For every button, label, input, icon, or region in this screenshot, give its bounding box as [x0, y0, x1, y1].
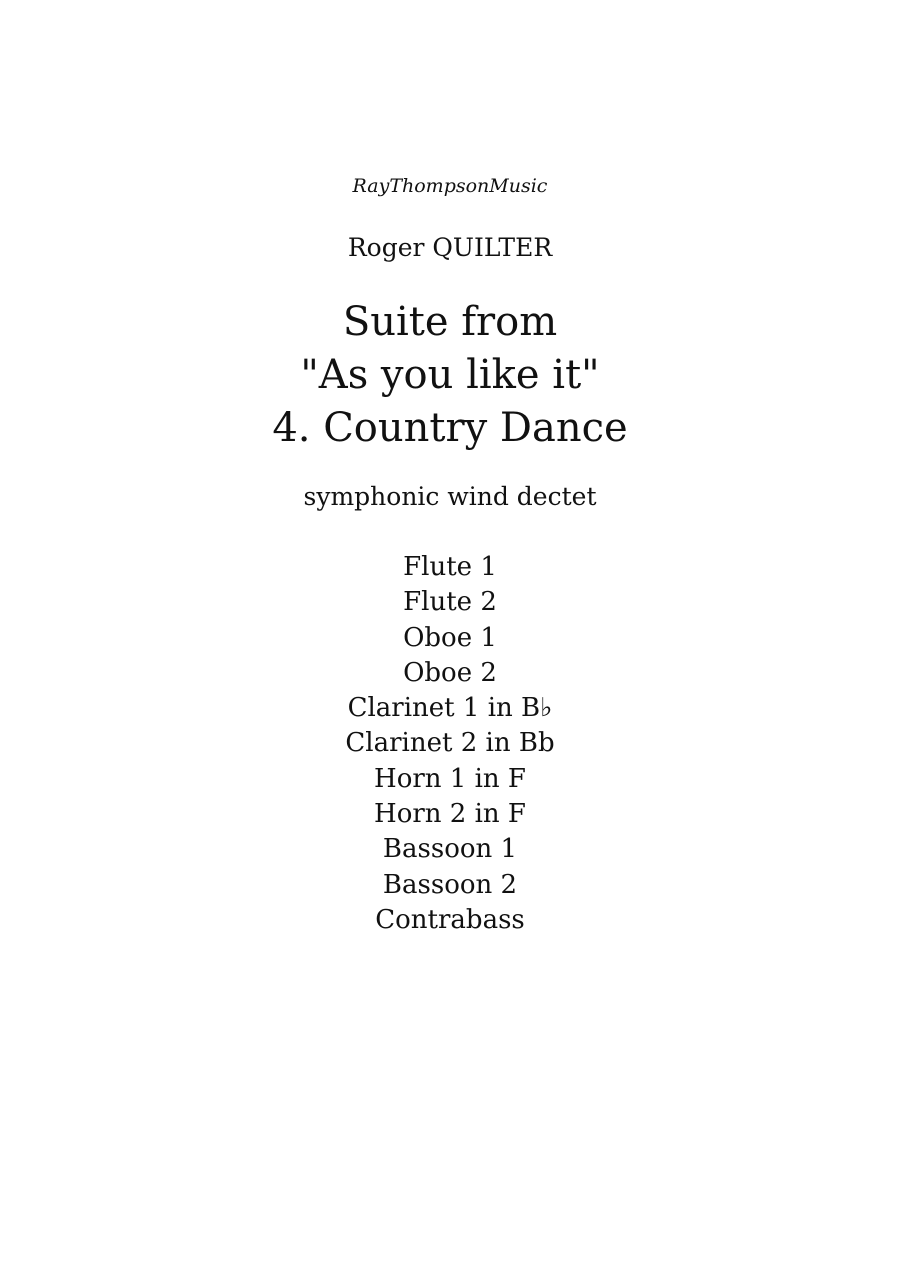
instrument-item: Horn 2 in F: [374, 799, 526, 830]
instrument-item: Clarinet 2 in Bb: [345, 728, 555, 759]
instrument-item: Bassoon 1: [382, 834, 518, 865]
instrument-item: Flute 1: [403, 552, 497, 582]
composer-name: Roger QUILTER: [347, 233, 553, 262]
instrument-item: Oboe 2: [403, 657, 497, 688]
title-line: 4. Country Dance: [272, 405, 628, 451]
instrument-list: [0, 550, 900, 938]
instrument-item: Bassoon 2: [382, 869, 518, 900]
instrument-item: Flute 2: [403, 587, 497, 618]
instrument-item: Oboe 1: [403, 622, 497, 653]
publisher-name: RayThompsonMusic: [352, 175, 548, 197]
instrument-item: Clarinet 1 in B♭: [347, 693, 553, 724]
title-line: "As you like it": [300, 352, 600, 398]
title-line: Suite from: [342, 299, 558, 345]
work-title: [0, 296, 900, 455]
instrument-item: Contrabass: [375, 904, 525, 935]
ensemble-label: symphonic wind dectet: [303, 482, 597, 511]
instrument-item: Horn 1 in F: [374, 763, 526, 794]
